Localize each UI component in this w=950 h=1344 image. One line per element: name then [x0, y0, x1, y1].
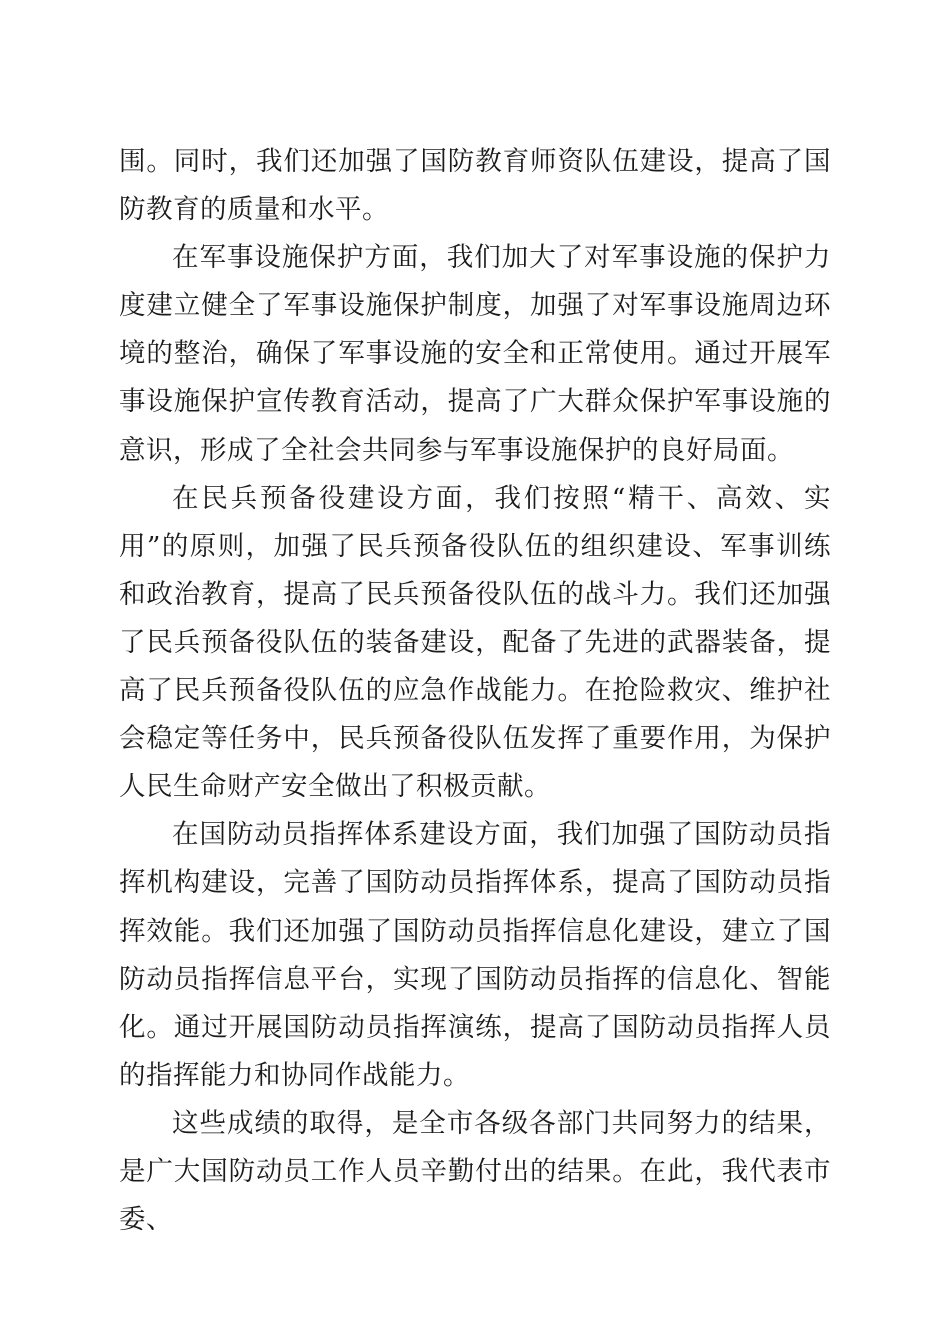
paragraph-continuation: 围。同时，我们还加强了国防教育师资队伍建设，提高了国防教育的质量和水平。 — [119, 146, 831, 226]
paragraph-military-facilities: 在军事设施保护方面，我们加大了对军事设施的保护力度建立健全了军事设施保护制度，加强了对军事设施周边环境的整治，确保了军事设施的安全和正常使用。通过开展军事设施保护宣传教育活动，提高了广大群众保护军事设施的意识，形成了全社会共同参与军事设施保护的良好局面。 — [119, 242, 831, 466]
paragraph-militia-reserve: 在民兵预备役建设方面，我们按照“精干、高效、实用”的原则，加强了民兵预备役队伍的组织建设、军事训练和政治教育，提高了民兵预备役队伍的战斗力。我们还加强了民兵预备役队伍的装备建设，配备了先进的武器装备，提高了民兵预备役队伍的应急作战能力。在抢险救灾、维护社会稳定等任务中，民兵预备役队伍发挥了重要作用，为保护人民生命财产安全做出了积极贡献。 — [119, 482, 831, 803]
paragraph-command-system: 在国防动员指挥体系建设方面，我们加强了国防动员指挥机构建设，完善了国防动员指挥体系，提高了国防动员指挥效能。我们还加强了国防动员指挥信息化建设，建立了国防动员指挥信息平台，实现了国防动员指挥的信息化、智能化。通过开展国防动员指挥演练，提高了国防动员指挥人员的指挥能力和协同作战能力。 — [119, 819, 831, 1091]
paragraph-achievements: 这些成绩的取得，是全市各级各部门共同努力的结果，是广大国防动员工作人员辛勤付出的结果。在此，我代表市委、 — [119, 1107, 831, 1236]
document-body — [119, 138, 831, 1244]
